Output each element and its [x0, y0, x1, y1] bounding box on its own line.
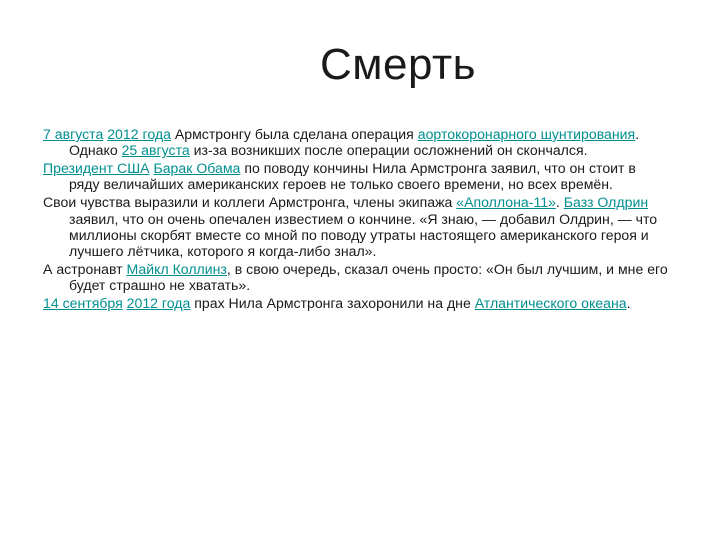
paragraph-text: . Однако: [69, 126, 640, 159]
link-apollo-11[interactable]: «Аполлона-11»: [456, 194, 556, 211]
paragraph-text: из-за возникших после операции осложнений он скончался.: [189, 142, 588, 159]
paragraph-colleagues: [43, 194, 668, 259]
link-august-7[interactable]: 7 августа: [43, 126, 104, 142]
slide-title: Смерть: [319, 40, 477, 89]
paragraph-collins: [43, 261, 668, 293]
paragraph-text: по поводу кончины Нила Армстронга заявил, что он стоит в ряду величайших американских героев не только своего времени, но всех времён.: [69, 160, 636, 193]
paragraph-text: , в свою очередь, сказал очень просто: «Он был лучшим, и мне его будет страшно не хватать».: [69, 261, 668, 294]
slide-body: [43, 126, 668, 313]
link-us-president[interactable]: Президент США: [43, 160, 150, 177]
paragraph-text: .: [555, 194, 564, 211]
paragraph-text: Армстронгу была сделана операция: [170, 126, 418, 142]
link-atlantic-ocean[interactable]: Атлантического океана: [474, 295, 627, 312]
link-bypass-surgery[interactable]: аортокоронарного шунтирования: [417, 126, 636, 142]
link-september-14[interactable]: 14 сентября: [43, 295, 123, 312]
link-barack-obama[interactable]: Барак Обама: [153, 160, 241, 177]
paragraph-text: заявил, что он очень опечален известием о кончине. «Я знаю, — добавил Олдрин, — что миллионы скорбят вместе со мной по поводу утраты настоящего американского героя и лучшего лётчика, которого я когда-либо знал».: [69, 210, 658, 260]
link-august-25[interactable]: 25 августа: [121, 142, 190, 159]
link-year-2012-burial[interactable]: 2012 года: [126, 295, 191, 312]
paragraph-text: прах Нила Армстронга захоронили на дне: [190, 295, 475, 312]
link-buzz-aldrin[interactable]: Базз Олдрин: [563, 194, 649, 211]
paragraph-operation: [43, 126, 668, 158]
link-michael-collins[interactable]: Майкл Коллинз: [126, 261, 227, 278]
paragraph-text: .: [626, 295, 631, 312]
paragraph-text: Свои чувства выразили и коллеги Армстронга, члены экипажа: [43, 194, 457, 211]
link-year-2012[interactable]: 2012 года: [107, 126, 171, 142]
paragraph-burial: [43, 295, 668, 311]
paragraph-obama: [43, 160, 668, 192]
paragraph-text: А астронавт: [43, 261, 127, 278]
